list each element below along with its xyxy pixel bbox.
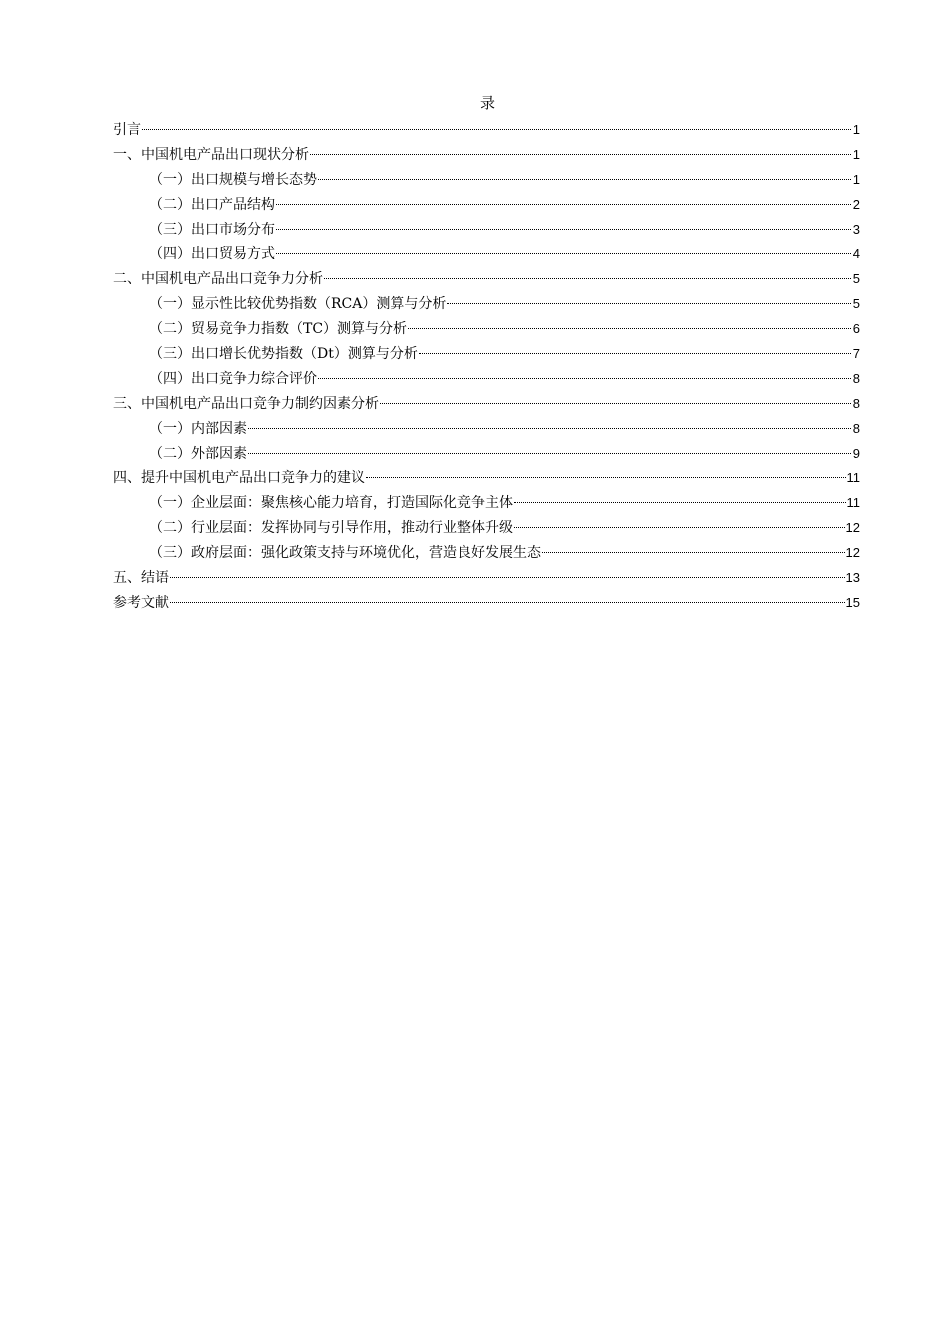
toc-leader-dots: [366, 477, 846, 478]
toc-entry-text: （一）企业层面：聚焦核心能力培育，打造国际化竞争主体: [149, 495, 513, 512]
toc-leader-dots: [318, 179, 851, 180]
toc-entry-text: （二）贸易竞争力指数（TC）测算与分析: [149, 321, 408, 338]
toc-entry-text: 四、提升中国机电产品出口竞争力的建议: [113, 470, 365, 487]
toc-entry-text: （三）出口市场分布: [149, 221, 275, 238]
toc-entry[interactable]: [113, 392, 860, 417]
toc-entry-text: 二、中国机电产品出口竞争力分析: [113, 271, 323, 288]
toc-entry[interactable]: [113, 193, 860, 218]
toc-entry-text: 一、中国机电产品出口现状分析: [113, 146, 309, 163]
toc-entry-text: （一）内部因素: [149, 420, 247, 437]
toc-entry[interactable]: [113, 242, 860, 267]
toc-entry[interactable]: [113, 566, 860, 591]
toc-leader-dots: [310, 154, 851, 155]
toc-entry[interactable]: [113, 491, 860, 516]
toc-page-number: 13: [845, 570, 860, 586]
toc-entry-text: （三）出口增长优势指数（Dt）测算与分析: [149, 346, 418, 363]
toc-entry[interactable]: [113, 267, 860, 292]
toc-page-number: 5: [852, 296, 860, 312]
toc-entry-text: 五、结语: [113, 570, 169, 587]
toc-page-number: 11: [846, 470, 860, 486]
toc-page-number: 15: [845, 594, 860, 610]
toc-leader-dots: [380, 403, 851, 404]
toc-page-number: 1: [852, 146, 860, 162]
toc-entry[interactable]: [113, 143, 860, 168]
toc-leader-dots: [514, 502, 846, 503]
toc-entry[interactable]: [113, 218, 860, 243]
toc-entry-text: （四）出口贸易方式: [149, 246, 275, 263]
toc-entry-text: 引言: [113, 122, 141, 138]
toc-page-number: 5: [852, 271, 860, 287]
toc-entry[interactable]: [113, 342, 860, 367]
toc-leader-dots: [170, 577, 845, 578]
toc-page-number: 12: [845, 520, 860, 536]
toc-leader-dots: [276, 253, 851, 254]
toc-entry-text: （二）出口产品结构: [149, 196, 275, 213]
toc-entry[interactable]: [113, 591, 860, 616]
toc-page-number: 1: [852, 122, 860, 137]
toc-leader-dots: [318, 378, 851, 379]
toc-entry-text: 三、中国机电产品出口竞争力制约因素分析: [113, 395, 379, 412]
toc-leader-dots: [419, 353, 851, 354]
toc-leader-dots: [514, 527, 845, 528]
toc-leader-dots: [276, 204, 851, 205]
toc-entry-text: （一）出口规模与增长态势: [149, 171, 317, 188]
toc-title: 录: [479, 94, 495, 112]
toc-leader-dots: [324, 278, 851, 279]
toc-entry-text: （一）显示性比较优势指数（RCA）测算与分析: [149, 296, 447, 313]
toc-page-number: 8: [852, 370, 860, 386]
toc-entry-text: （三）政府层面：强化政策支持与环境优化，营造良好发展生态: [149, 545, 541, 562]
toc-entry[interactable]: [113, 516, 860, 541]
toc-entry[interactable]: [113, 168, 860, 193]
toc-page-number: 3: [852, 221, 860, 237]
toc-entry[interactable]: [113, 118, 860, 143]
toc-entry[interactable]: [113, 417, 860, 442]
toc-leader-dots: [408, 328, 851, 329]
toc-entry[interactable]: [113, 317, 860, 342]
toc-page-number: 6: [852, 321, 860, 337]
toc-entry[interactable]: [113, 292, 860, 317]
toc-page-number: 11: [846, 495, 860, 511]
toc-entry-text: （四）出口竞争力综合评价: [149, 370, 317, 387]
toc-entry-text: 参考文献: [113, 594, 169, 611]
toc-leader-dots: [170, 602, 845, 603]
toc-page-number: 7: [852, 346, 860, 362]
toc-entry[interactable]: [113, 466, 860, 491]
toc-page-number: 8: [852, 420, 860, 436]
table-of-contents: [113, 118, 860, 616]
toc-leader-dots: [447, 303, 851, 304]
toc-entry-text: （二）行业层面：发挥协同与引导作用，推动行业整体升级: [149, 520, 513, 537]
toc-entry[interactable]: [113, 367, 860, 392]
toc-leader-dots: [542, 552, 845, 553]
toc-page-number: 12: [845, 545, 860, 561]
toc-page-number: 4: [852, 246, 860, 262]
toc-page-number: 2: [852, 196, 860, 212]
toc-page-number: 9: [852, 445, 860, 461]
toc-leader-dots: [142, 129, 851, 130]
toc-page-number: 1: [852, 171, 860, 187]
toc-entry-text: （二）外部因素: [149, 445, 247, 462]
toc-entry[interactable]: [113, 541, 860, 566]
toc-leader-dots: [276, 229, 851, 230]
toc-leader-dots: [248, 428, 851, 429]
toc-leader-dots: [248, 453, 851, 454]
toc-page-number: 8: [852, 395, 860, 411]
toc-entry[interactable]: [113, 442, 860, 467]
